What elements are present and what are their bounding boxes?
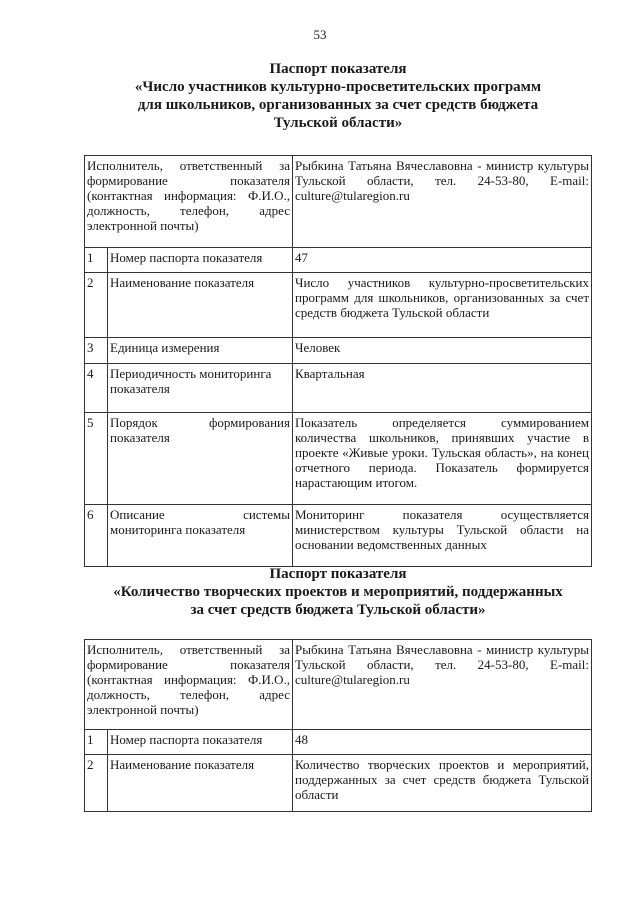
executor-label: Исполнитель, ответственный за формирование показателя (контактная информация: Ф.И.О., должность, телефон, адрес электронной почты) (85, 640, 293, 730)
section-title (84, 60, 592, 132)
row-name: Номер паспорта показателя (108, 248, 293, 273)
row-number: 4 (85, 364, 108, 413)
title-line: Тульской области» (273, 115, 403, 131)
row-name: Периодичность мониторинга показателя (108, 364, 293, 413)
passport-section-48 (84, 565, 592, 812)
table-row (85, 273, 592, 338)
row-name: Наименование показателя (108, 755, 293, 812)
table-row (85, 505, 592, 567)
title-line: Паспорт показателя (269, 61, 407, 77)
row-name: Описание системы мониторинга показателя (108, 505, 293, 567)
passport-section-47 (84, 60, 592, 567)
row-value: Мониторинг показателя осуществляется министерством культуры Тульской области на основании ведомственных данных (293, 505, 592, 567)
row-number: 2 (85, 273, 108, 338)
row-number: 2 (85, 755, 108, 812)
row-name: Единица измерения (108, 338, 293, 364)
page-number: 53 (313, 27, 327, 42)
title-line: «Число участников культурно-просветительских программ (134, 79, 542, 95)
row-value: Показатель определяется суммированием количества школьников, принявших участие в проекте «Живые уроки. Тульская область», на конец отчетного периода. Показатель формируется нарастающим итогом. (293, 413, 592, 505)
section-title (84, 565, 592, 619)
title-line: «Количество творческих проектов и мероприятий, поддержанных (113, 584, 563, 600)
row-value: Человек (293, 338, 592, 364)
row-value: 48 (293, 730, 592, 755)
executor-value: Рыбкина Татьяна Вячеславовна - министр культуры Тульской области, тел. 24-53-80, E-mail: culture@tularegion.ru (293, 640, 592, 730)
row-value: Количество творческих проектов и мероприятий, поддержанных за счет средств бюджета Тульской области (293, 755, 592, 812)
title-line: Паспорт показателя (269, 566, 407, 582)
executor-row (85, 156, 592, 248)
table-row (85, 730, 592, 755)
row-value: 47 (293, 248, 592, 273)
executor-value: Рыбкина Татьяна Вячеславовна - министр культуры Тульской области, тел. 24-53-80, E-mail: culture@tularegion.ru (293, 156, 592, 248)
passport-table (84, 155, 592, 567)
row-name: Номер паспорта показателя (108, 730, 293, 755)
table-row (85, 364, 592, 413)
table-row (85, 413, 592, 505)
row-name: Наименование показателя (108, 273, 293, 338)
row-number: 3 (85, 338, 108, 364)
executor-row (85, 640, 592, 730)
title-line: за счет средств бюджета Тульской области» (190, 602, 486, 618)
row-number: 5 (85, 413, 108, 505)
title-line: для школьников, организованных за счет средств бюджета (137, 97, 539, 113)
row-value: Число участников культурно-просветительских программ для школьников, организованных за счет средств бюджета Тульской области (293, 273, 592, 338)
table-row (85, 338, 592, 364)
passport-table (84, 639, 592, 812)
table-row (85, 248, 592, 273)
row-number: 1 (85, 248, 108, 273)
table-row (85, 755, 592, 812)
row-number: 6 (85, 505, 108, 567)
row-number: 1 (85, 730, 108, 755)
executor-label: Исполнитель, ответственный за формирование показателя (контактная информация: Ф.И.О., должность, телефон, адрес электронной почты) (85, 156, 293, 248)
row-name: Порядок формирования показателя (108, 413, 293, 505)
row-value: Квартальная (293, 364, 592, 413)
